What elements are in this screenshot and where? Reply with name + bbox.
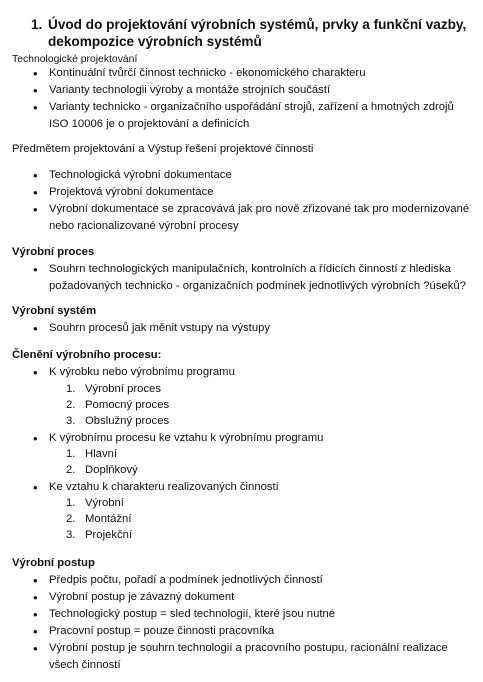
list-item-text: Projektová výrobní dokumentace	[49, 186, 214, 198]
list-item-text: Ke vztahu k charakteru realizovaných činností	[49, 481, 279, 493]
item-text: Obslužný proces	[85, 415, 170, 427]
item-text: Doplňkový	[85, 464, 138, 476]
list-item-text: Technologická výrobní dokumentace	[49, 169, 232, 181]
item-number: 1.	[66, 497, 76, 509]
list-item-text: Souhrn technologických manipulačních, kontrolních a řídicích činností z hlediska	[49, 263, 451, 275]
list-item-continuation: nebo racionalizované výrobní procesy	[49, 220, 239, 232]
list-item-text: Varianty technicko - organizačního uspořádání strojů, zařízení a hmotných zdrojů	[49, 101, 454, 113]
list-item-text: Kontinuální tvůrčí činnost technicko - ekonomického charakteru	[49, 67, 366, 79]
heading-vyrobni-proces: Výrobní proces	[12, 246, 95, 258]
list-item-text: Předpis počtu, pořadí a podmínek jednotlivých činností	[49, 574, 323, 586]
title-line-1: Úvod do projektování výrobních systémů, prvky a funkční vazby,	[48, 17, 467, 32]
item-text: Projekční	[85, 529, 133, 541]
heading-technologicke-projektovani: Technologické projektování	[12, 54, 138, 65]
item-number: 1.	[66, 448, 76, 460]
item-number: 1.	[66, 383, 76, 395]
item-number: 3.	[66, 529, 76, 541]
item-number: 2.	[66, 399, 76, 411]
list-item-text: Souhrn procesů jak měnit vstupy na výstupy	[49, 322, 271, 334]
list-item-continuation: ISO 10006 je o projektování a definicích	[49, 118, 250, 130]
item-text: Hlavní	[85, 448, 118, 460]
document-title	[31, 16, 471, 50]
list-item-text: Výrobní dokumentace se zpracovává jak pro nově zřizované tak pro modernizované	[49, 203, 470, 215]
list-item-text: Výrobní postup je souhrn technologií a pracovního postupu, racionální realizace	[49, 642, 448, 654]
title-line-2: dekompozice výrobních systémů	[48, 34, 262, 49]
item-text: Pomocný proces	[85, 399, 170, 411]
heading-vyrobni-postup: Výrobní postup	[12, 557, 95, 569]
list-item-text: K výrobnímu procesu ke vztahu k výrobnímu programu	[49, 432, 324, 444]
item-text: Montážní	[85, 513, 132, 525]
list-item-text: Varianty technologii výroby a montáže strojních součástí	[49, 84, 331, 96]
item-number: 2.	[66, 513, 76, 525]
list-item-text: Technologický postup = sled technologií, které jsou nutné	[49, 608, 336, 620]
item-text: Výrobní	[85, 497, 124, 509]
heading-vyrobni-system: Výrobní systém	[12, 305, 97, 317]
heading-cleneni-vyrobniho-procesu: Členění výrobního procesu:	[12, 349, 162, 361]
list-item-continuation: všech činností	[49, 659, 121, 671]
list-item-continuation: požadovaných technicko - organizačních podmínek jednotlivých výrobních ?úseků?	[49, 280, 466, 292]
list-item-text: Pracovní postup = pouze činnosti pracovníka	[49, 625, 275, 637]
item-number: 3.	[66, 415, 76, 427]
item-number: 2.	[66, 464, 76, 476]
item-text: Výrobní proces	[85, 383, 161, 395]
list-item-text: K výrobku nebo výrobnímu programu	[49, 366, 235, 378]
heading-predmet-projektovani: Předmětem projektování a Výstup řešení projektové činnosti	[12, 143, 314, 155]
title-number: 1.	[31, 17, 43, 32]
list-item-text: Výrobní postup je závazný dokument	[49, 591, 235, 603]
